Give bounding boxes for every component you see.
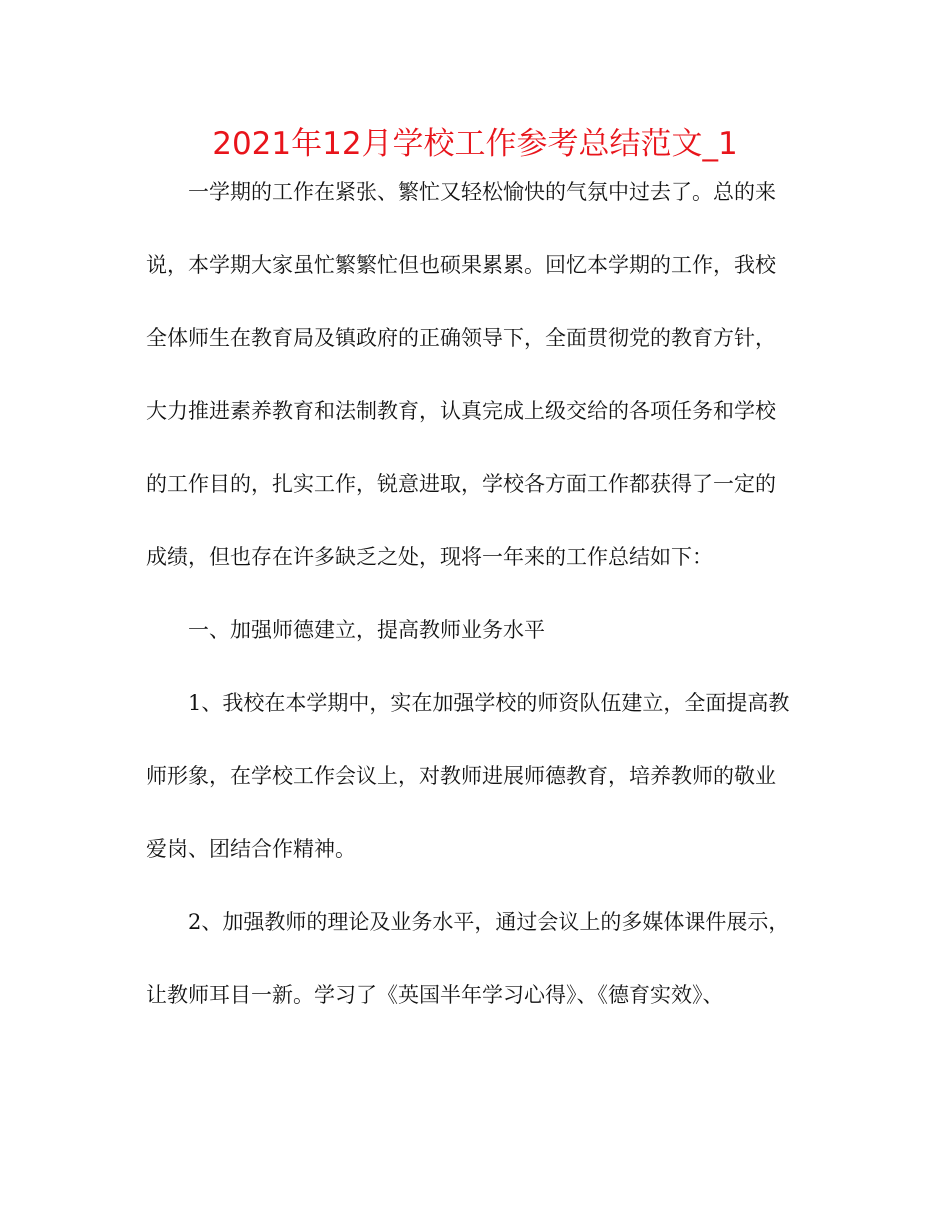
paragraph-line: 的工作目的，扎实工作，锐意进取，学校各方面工作都获得了一定的 [146,472,776,496]
paragraph-line: 1、我校在本学期中，实在加强学校的师资队伍建立，全面提高教 [188,691,790,715]
paragraph-line: 2、加强教师的理论及业务水平，通过会议上的多媒体课件展示， [188,910,790,934]
document-title: 2021年12月学校工作参考总结范文_1 [212,126,738,162]
paragraph-line: 说，本学期大家虽忙繁繁忙但也硕果累累。回忆本学期的工作，我校 [146,253,776,277]
document-body [146,168,806,1044]
paragraph-line: 爱岗、团结合作精神。 [146,837,356,861]
section-heading: 一、加强师德建立，提高教师业务水平 [188,618,545,642]
paragraph-line: 一学期的工作在紧张、繁忙又轻松愉快的气氛中过去了。总的来 [188,180,776,204]
paragraph-line: 成绩，但也存在许多缺乏之处，现将一年来的工作总结如下： [146,545,713,569]
paragraph-line: 大力推进素养教育和法制教育，认真完成上级交给的各项任务和学校 [146,399,776,423]
paragraph-line: 师形象，在学校工作会议上，对教师进展师德教育，培养教师的敬业 [146,764,776,788]
paragraph-line: 让教师耳目一新。学习了《英国半年学习心得》、《德育实效》、 [146,983,724,1007]
paragraph-line: 全体师生在教育局及镇政府的正确领导下，全面贯彻党的教育方针， [146,326,776,350]
